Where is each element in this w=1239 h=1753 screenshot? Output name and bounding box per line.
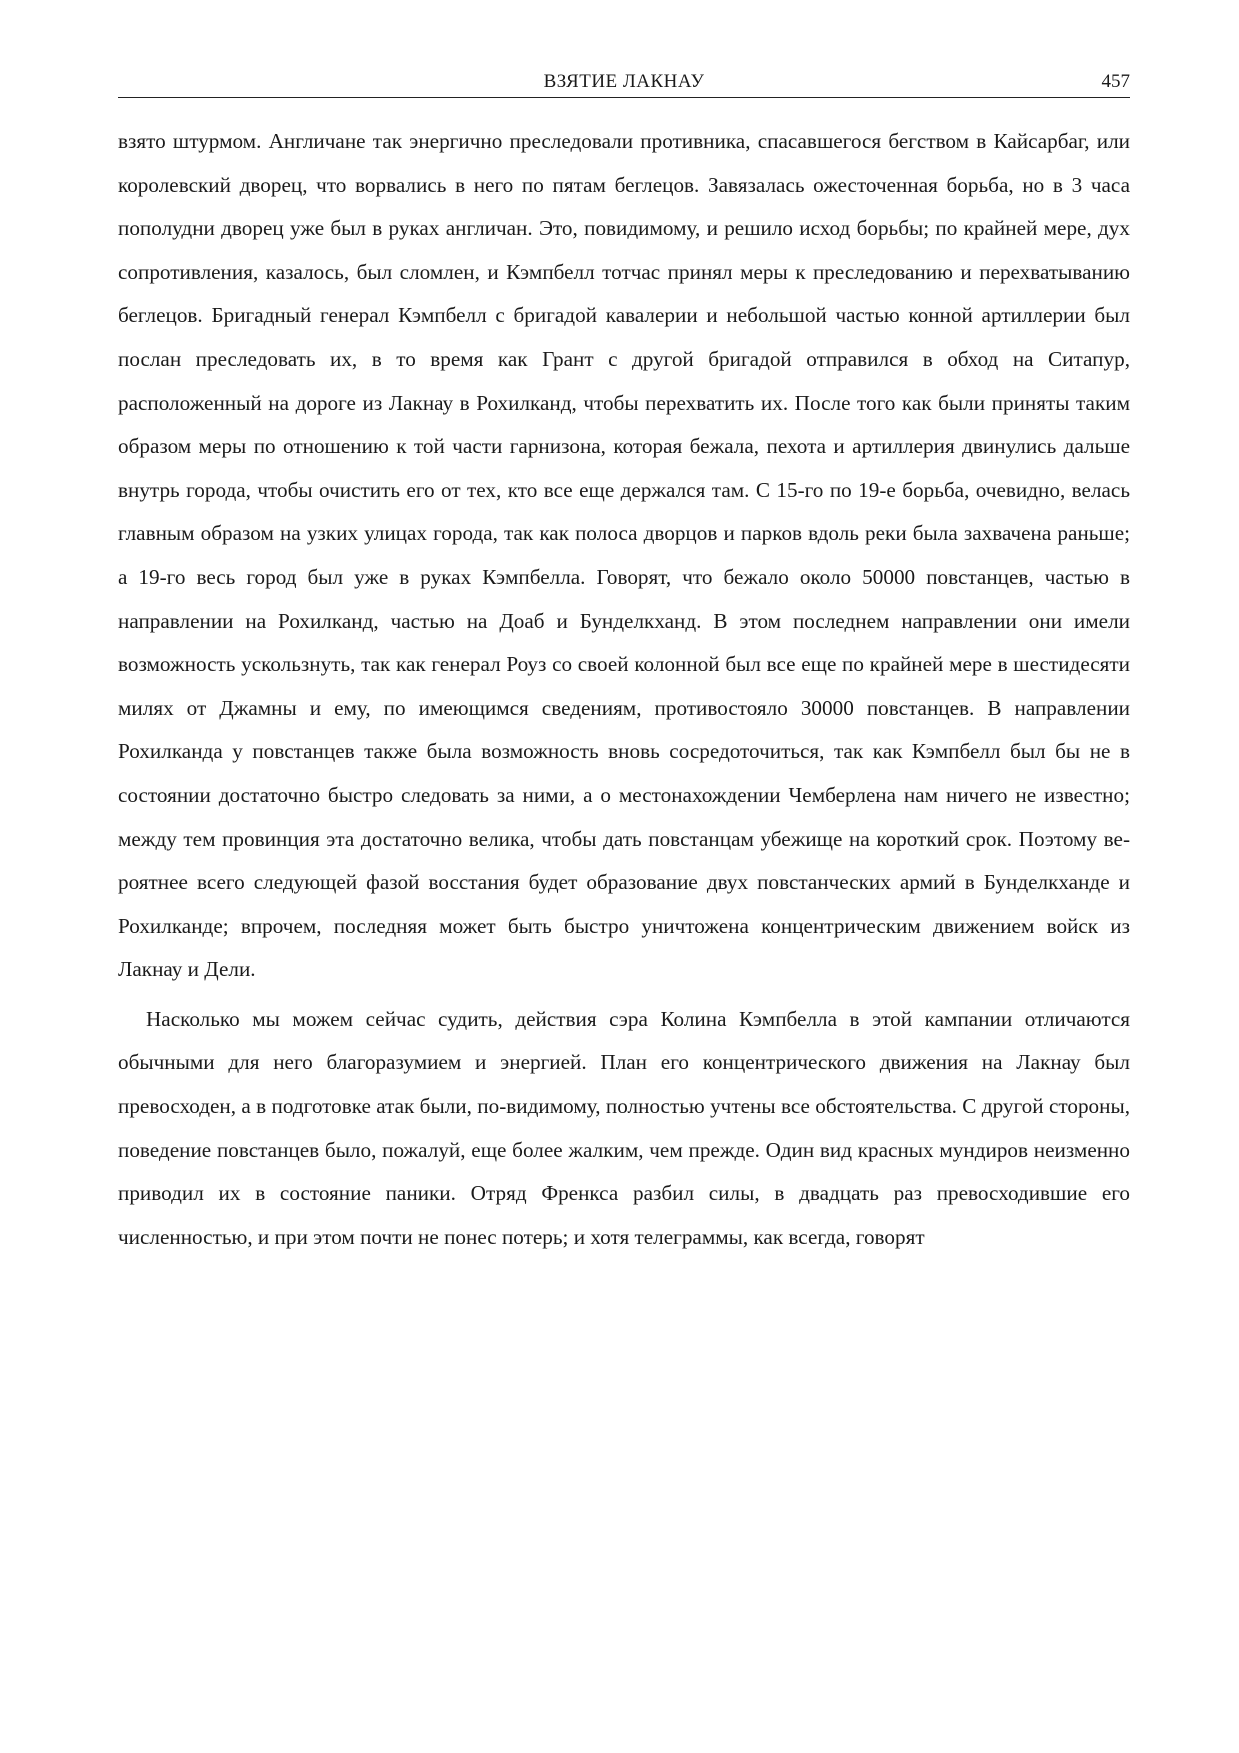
body-text bbox=[118, 120, 1130, 1259]
document-page bbox=[118, 70, 1130, 1259]
paragraph-2: Насколько мы можем сейчас судить, действия сэра Колина Кэмпбелла в этой кампании отличаются обычными для него благоразумием и энергией. План его концентрического движения на Лакнау был превосходен, а в подготовке атак были, по-видимому, полностью учтены все обстоятельства. С другой стороны, поведение повстанцев было, пожалуй, еще более жалким, чем прежде. Один вид красных мундиров неизменно приводил их в состояние паники. Отряд Френкса разбил силы, в двадцать раз превосходившие его численностью, и при этом почти не понес потерь; и хотя телеграммы, как всегда, говорят bbox=[118, 1006, 1130, 1249]
running-title: ВЗЯТИЕ ЛАКНАУ bbox=[543, 71, 705, 92]
running-header bbox=[118, 70, 1130, 98]
page-number: 457 bbox=[1101, 71, 1130, 92]
paragraph-1: взято штурмом. Англичане так энергично преследовали противника, спасавшегося бегством в Кайсарбаг, или королевский дворец, что ворвались в него по пятам беглецов. Завязалась ожесточенная борьба, но в 3 часа пополудни дворец уже был в руках англичан. Это, повидимому, и решило исход борьбы; по крайней мере, дух сопротивления, казалось, был сломлен, и Кэмпбелл тотчас принял меры к преследованию и перехватыванию беглецов. Бригадный генерал Кэмпбелл с бригадой кавалерии и небольшой частью конной артиллерии был послан преследовать их, в то время как Грант с другой бригадой отправился в обход на Ситапур, расположенный на дороге из Лакнау в Рохилканд, чтобы перехватить их. После того как были приняты таким образом меры по отношению к той части гарнизона, которая бежала, пехота и артиллерия двинулись дальше внутрь города, чтобы очистить его от тех, кто все еще держался там. С 15-го по 19-е борьба, очевидно, велась главным образом на узких улицах города, так как полоса дворцов и парков вдоль реки была захвачена раньше; а 19-го весь город был уже в руках Кэмпбелла. Говорят, что бежало около 50000 повстанцев, частью в направлении на Рохилканд, частью на Доаб и Бунделкханд. В этом последнем направлении они имели возможность ускользнуть, так как генерал Роуз со своей колонной был все еще по крайней мере в шестидесяти милях от Джамны и ему, по имеющимся сведениям, противостояло 30000 повстанцев. В направлении Рохилканда у повстанцев также была возможность вновь сосредоточиться, так как Кэмпбелл был бы не в состоянии достаточно быстро следовать за ними, а о местонахождении Чемберлена нам ничего не известно; между тем провинция эта достаточно велика, чтобы дать повстанцам убежище на короткий срок. Поэтому вероятнее всего следующей фазой восстания будет образование двух повстанческих армий в Бунделкханде и Рохилканде; впрочем, последняя может быть быстро уничтожена концентрическим движением войск из Лакнау и Дели. bbox=[118, 129, 1130, 982]
